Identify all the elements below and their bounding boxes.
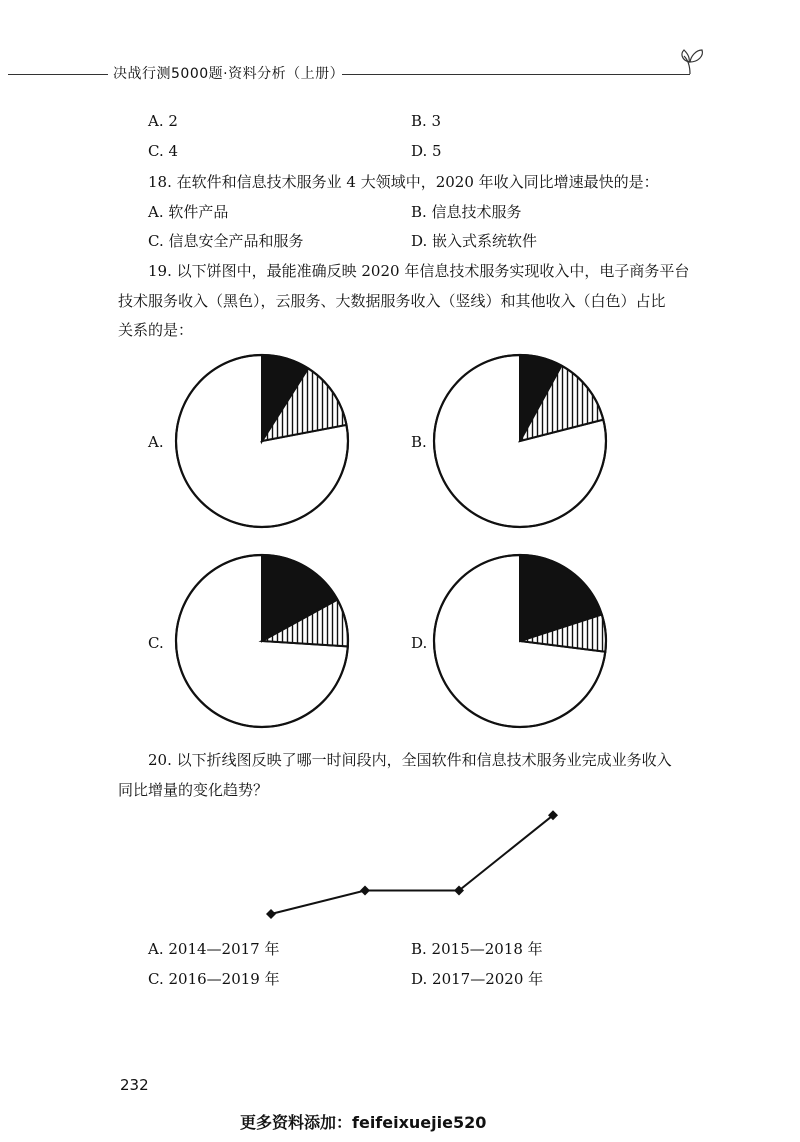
q18-option-d[interactable]: D. 嵌入式系统软件 [411,232,538,250]
q19-stem-line1: 19. 以下饼图中，最能准确反映 2020 年信息技术服务实现收入中，电子商务平台 [148,262,690,280]
q20-stem-line1: 20. 以下折线图反映了哪一时间段内，全国软件和信息技术服务业完成业务收入 [148,751,672,769]
q20-option-d[interactable]: D. 2017—2020 年 [411,970,544,988]
q18-stem: 18. 在软件和信息技术服务业 4 大领域中，2020 年收入同比增速最快的是： [148,173,659,191]
line-point-1 [360,886,370,896]
header-title: 决战行测5000题·资料分析（上册） [113,66,345,82]
q20-option-c[interactable]: C. 2016—2019 年 [148,970,280,988]
q20-option-b[interactable]: B. 2015—2018 年 [411,940,543,958]
q17-option-a[interactable]: A. 2 [148,112,178,130]
footer-note: 更多资料添加：feifeixuejie520 [240,1113,487,1132]
q19-stem-line3: 关系的是： [118,321,194,339]
q19-option-a-label[interactable]: A. [148,433,164,451]
q19-option-c-label[interactable]: C. [148,634,164,652]
line-point-0 [266,909,276,919]
q18-option-a[interactable]: A. 软件产品 [148,203,229,221]
q20-option-a[interactable]: A. 2014—2017 年 [148,940,280,958]
q18-option-c[interactable]: C. 信息安全产品和服务 [148,232,304,250]
q19-option-d-label[interactable]: D. [411,634,428,652]
q17-option-b[interactable]: B. 3 [411,112,442,130]
q17-option-c[interactable]: C. 4 [148,142,179,160]
line-series [271,815,553,914]
q19-option-b-label[interactable]: B. [411,433,427,451]
q19-stem-line2: 技术服务收入（黑色），云服务、大数据服务收入（竖线）和其他收入（白色）占比 [118,292,666,310]
q17-option-d[interactable]: D. 5 [411,142,442,160]
q20-stem-line2: 同比增量的变化趋势？ [118,781,269,799]
q18-option-b[interactable]: B. 信息技术服务 [411,203,522,221]
page-number: 232 [120,1076,149,1094]
